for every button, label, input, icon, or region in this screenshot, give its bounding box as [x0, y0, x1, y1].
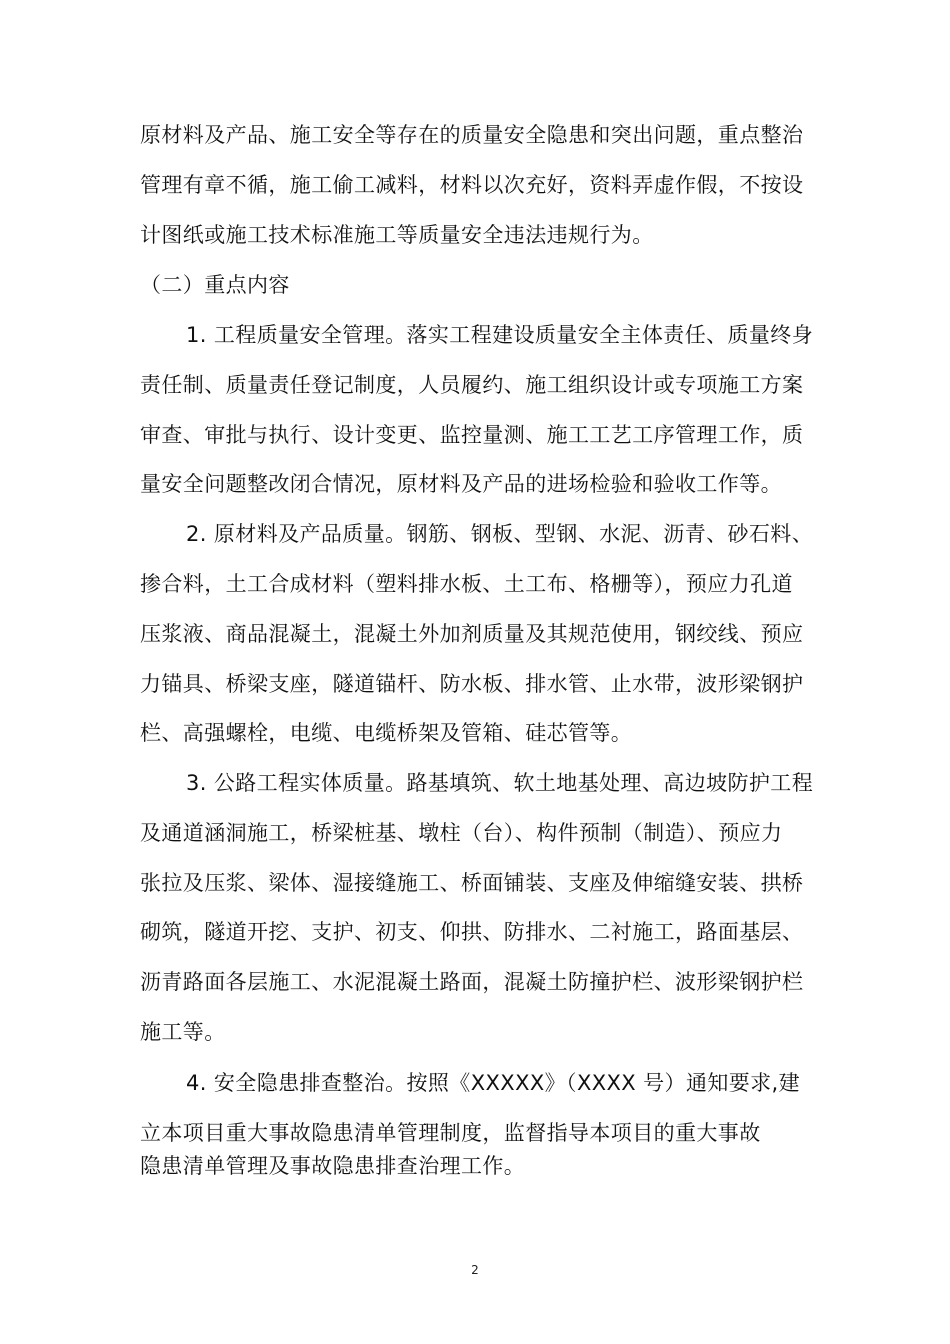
body-text-line: 立本项目重大事故隐患清单管理制度，监督指导本项目的重大事故	[140, 1121, 761, 1145]
page-number: 2	[471, 1263, 479, 1277]
body-text-line: 量安全问题整改闭合情况，原材料及产品的进场检验和验收工作等。	[140, 472, 782, 496]
body-text-line: 砌筑，隧道开挖、支护、初支、仰拱、防排水、二衬施工，路面基层、	[140, 920, 804, 944]
body-text-line: 张拉及压浆、梁体、湿接缝施工、桥面铺装、支座及伸缩缝安装、拱桥	[140, 871, 804, 895]
body-text-line: 及通道涵洞施工，桥梁桩基、墩柱（台）、构件预制（制造）、预应力	[140, 821, 783, 845]
item-4-first-line: 4. 安全隐患排查整治。按照《XXXXX》（XXXX 号）通知要求,建	[186, 1071, 801, 1095]
body-text-line: 掺合料，土工合成材料（塑料排水板、土工布、格栅等），预应力孔道	[140, 572, 793, 596]
body-text-line: 原材料及产品、施工安全等存在的质量安全隐患和突出问题，重点整治	[140, 123, 804, 147]
item-3-first-line: 3. 公路工程实体质量。路基填筑、软土地基处理、高边坡防护工程	[186, 771, 814, 795]
body-text-line: 沥青路面各层施工、水泥混凝土路面，混凝土防撞护栏、波形梁钢护栏	[140, 970, 804, 994]
body-text-line: 施工等。	[140, 1020, 226, 1044]
body-text-line: 审查、审批与执行、设计变更、监控量测、施工工艺工序管理工作，质	[140, 423, 804, 447]
body-text-line: 管理有章不循，施工偷工减料，材料以次充好，资料弄虚作假，不按设	[140, 173, 804, 197]
body-text-line: 责任制、质量责任登记制度，人员履约、施工组织设计或专项施工方案	[140, 373, 804, 397]
body-text-line: 栏、高强螺栓，电缆、电缆桥架及管箱、硅芯管等。	[140, 721, 633, 745]
item-1-first-line: 1. 工程质量安全管理。落实工程建设质量安全主体责任、质量终身	[186, 323, 814, 347]
body-text-line: 压浆液、商品混凝土，混凝土外加剂质量及其规范使用，钢绞线、预应	[140, 622, 804, 646]
section-heading: （二）重点内容	[140, 273, 290, 297]
item-2-first-line: 2. 原材料及产品质量。钢筋、钢板、型钢、水泥、沥青、砂石料、	[186, 522, 814, 546]
body-text-line: 计图纸或施工技术标准施工等质量安全违法违规行为。	[140, 223, 654, 247]
body-text-line: 隐患清单管理及事故隐患排查治理工作。	[140, 1154, 526, 1178]
body-text-line: 力锚具、桥梁支座，隧道锚杆、防水板、排水管、止水带，波形梁钢护	[140, 672, 804, 696]
